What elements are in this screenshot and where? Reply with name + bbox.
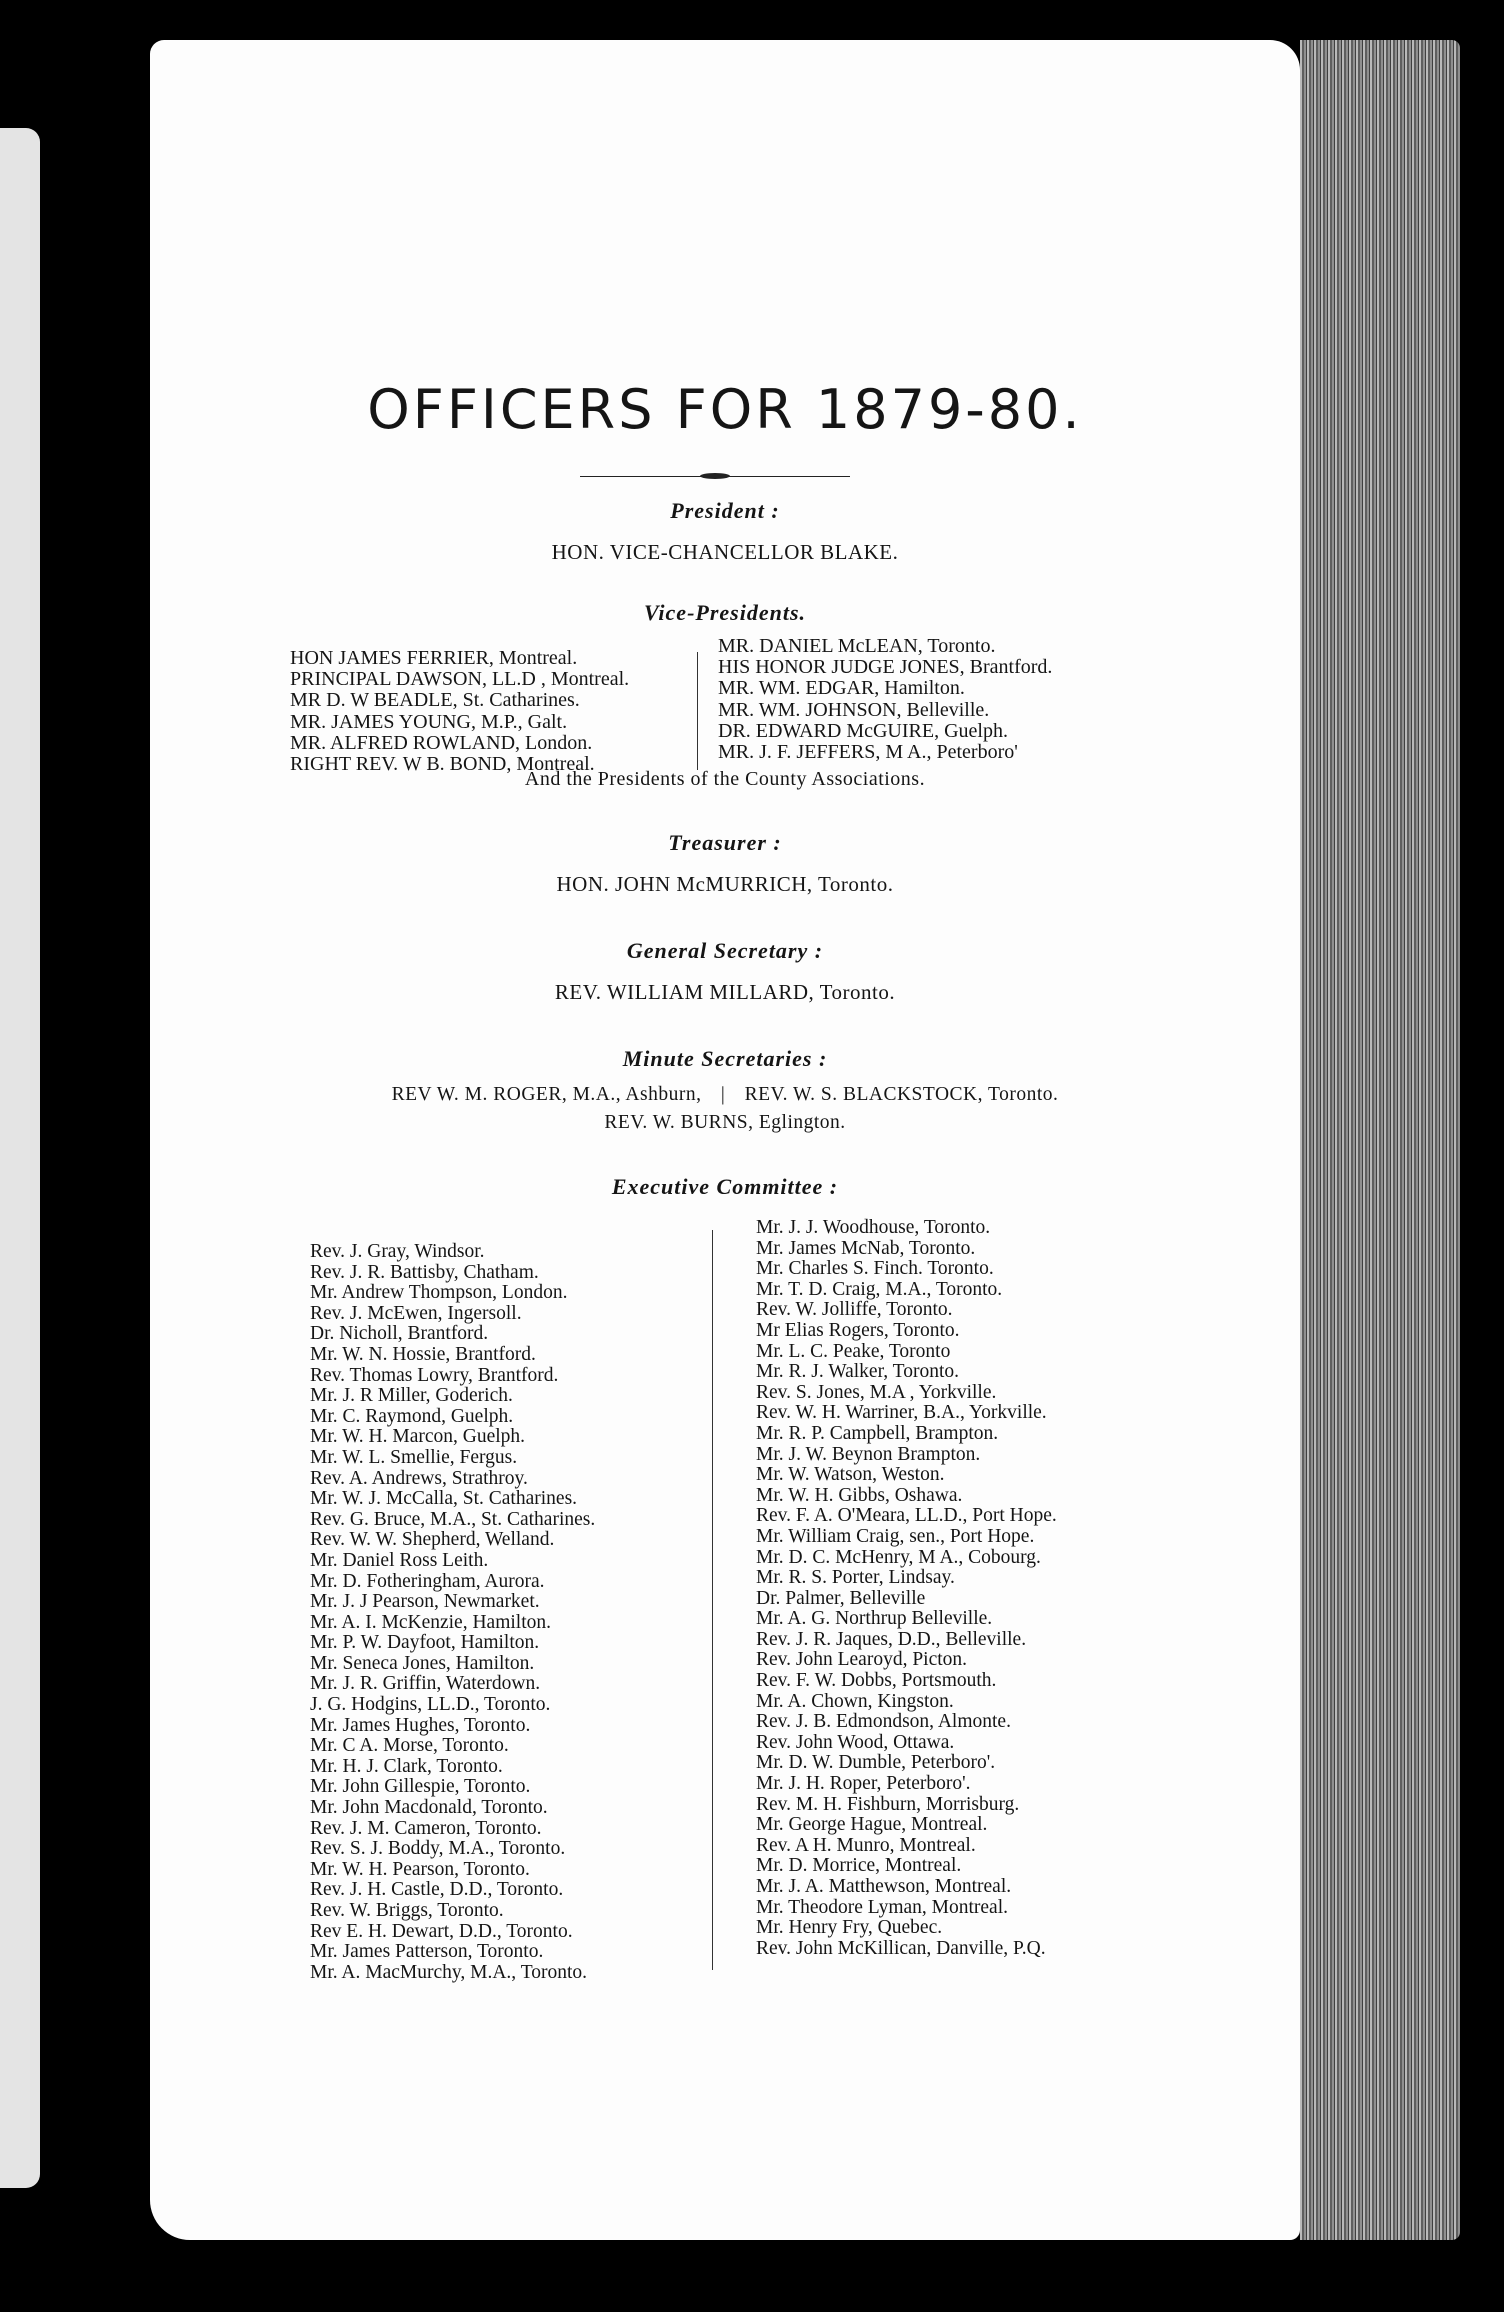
committee-member-entry: Mr. W. J. McCalla, St. Catharines. <box>310 1488 578 1510</box>
committee-member-entry: Mr. Theodore Lyman, Montreal. <box>756 1896 1009 1918</box>
committee-member-entry: Mr. J. J. Woodhouse, Toronto. <box>756 1217 991 1238</box>
committee-member-entry: Mr. Charles S. Finch. Toronto. <box>756 1258 994 1280</box>
committee-member-entry: Rev. A H. Munro, Montreal. <box>756 1834 976 1856</box>
committee-member-entry: Rev. J. M. Cameron, Toronto. <box>310 1817 542 1839</box>
committee-member-entry: Rev E. H. Dewart, D.D., Toronto. <box>310 1920 573 1942</box>
committee-member-entry: Mr. W. Watson, Weston. <box>756 1464 945 1486</box>
committee-member-entry: Mr. James Patterson, Toronto. <box>310 1941 544 1963</box>
committee-member-entry: Mr. J. J Pearson, Newmarket. <box>310 1591 540 1613</box>
committee-member-entry: Rev. W. W. Shepherd, Welland. <box>310 1529 555 1551</box>
vice-president-entry: HIS HONOR JUDGE JONES, Brantford. <box>718 656 1053 679</box>
committee-member-entry: Rev. S. Jones, M.A , Yorkville. <box>756 1381 997 1403</box>
committee-member-entry: Mr. A. Chown, Kingston. <box>756 1690 954 1712</box>
executive-committee-left-list <box>310 1242 595 1983</box>
vice-presidents-divider <box>697 652 698 770</box>
committee-member-entry: Mr. J. R. Griffin, Waterdown. <box>310 1673 541 1695</box>
committee-member-entry: J. G. Hodgins, LL.D., Toronto. <box>310 1694 551 1716</box>
committee-member-entry: Mr. J. W. Beynon Brampton. <box>756 1443 981 1465</box>
minute-secretaries-row <box>150 1084 1300 1106</box>
committee-member-entry: Dr. Palmer, Belleville <box>756 1587 926 1609</box>
committee-member-entry: Mr. J. H. Roper, Peterboro'. <box>756 1773 971 1795</box>
committee-member-entry: Mr. Andrew Thompson, London. <box>310 1282 568 1304</box>
vice-president-entry: MR. ALFRED ROWLAND, London. <box>290 731 593 754</box>
treasurer-heading: Treasurer : <box>668 830 782 855</box>
committee-member-entry: Mr. W. H. Marcon, Guelph. <box>310 1426 526 1448</box>
committee-member-entry: Rev. F. W. Dobbs, Portsmouth. <box>756 1670 997 1692</box>
committee-member-entry: Rev. John McKillican, Danville, P.Q. <box>756 1937 1046 1959</box>
general-secretary-heading: General Secretary : <box>626 938 824 963</box>
committee-member-entry: Rev. F. A. O'Meara, LL.D., Port Hope. <box>756 1505 1057 1527</box>
committee-member-entry: Mr. J. R Miller, Goderich. <box>310 1385 513 1407</box>
committee-member-entry: Mr. D. W. Dumble, Peterboro'. <box>756 1752 996 1774</box>
committee-member-entry: Mr. Seneca Jones, Hamilton. <box>310 1652 535 1674</box>
committee-member-entry: Mr. James Hughes, Toronto. <box>310 1714 531 1736</box>
committee-member-entry: Mr. John Macdonald, Toronto. <box>310 1797 548 1819</box>
committee-member-entry: Mr. W. N. Hossie, Brantford. <box>310 1343 536 1365</box>
vice-presidents-heading: Vice-Presidents. <box>643 600 807 625</box>
vice-president-entry: MR D. W BEADLE, St. Catharines. <box>290 689 580 712</box>
vice-president-entry: HON JAMES FERRIER, Montreal. <box>290 647 578 669</box>
committee-member-entry: Rev. J. R. Battisby, Chatham. <box>310 1261 539 1283</box>
vice-presidents-right-list <box>718 636 1052 763</box>
committee-member-entry: Mr. George Hague, Montreal. <box>756 1814 988 1836</box>
committee-member-entry: Rev. S. J. Boddy, M.A., Toronto. <box>310 1838 566 1860</box>
committee-member-entry: Rev. J. H. Castle, D.D., Toronto. <box>310 1879 564 1901</box>
committee-member-entry: Rev. W. H. Warriner, B.A., Yorkville. <box>756 1402 1047 1424</box>
committee-member-entry: Mr. Henry Fry, Quebec. <box>756 1917 943 1939</box>
document-page <box>150 40 1300 2240</box>
committee-member-entry: Mr. D. Fotheringham, Aurora. <box>310 1570 545 1592</box>
committee-member-entry: Mr. C. Raymond, Guelph. <box>310 1405 514 1427</box>
committee-member-entry: Rev. W. Jolliffe, Toronto. <box>756 1299 953 1321</box>
vice-president-entry: RIGHT REV. W B. BOND, Montreal. <box>290 753 595 776</box>
committee-member-entry: Mr. D. C. McHenry, M A., Cobourg. <box>756 1546 1041 1568</box>
minute-secretaries-separator: | <box>720 1084 726 1105</box>
committee-member-entry: Mr. J. A. Matthewson, Montreal. <box>756 1876 1012 1897</box>
left-page-edge <box>0 128 40 2188</box>
committee-member-entry: Mr. R. S. Porter, Lindsay. <box>756 1567 955 1589</box>
committee-member-entry: Mr. H. J. Clark, Toronto. <box>310 1755 503 1777</box>
committee-member-entry: Rev. M. H. Fishburn, Morrisburg. <box>756 1793 1020 1815</box>
page-title: OFFICERS FOR 1879-80. <box>367 378 1083 441</box>
committee-member-entry: Mr. C A. Morse, Toronto. <box>310 1735 509 1757</box>
committee-member-entry: Mr. William Craig, sen., Port Hope. <box>756 1525 1035 1547</box>
committee-member-entry: Mr. Daniel Ross Leith. <box>310 1549 489 1571</box>
vice-president-entry: MR. JAMES YOUNG, M.P., Galt. <box>290 710 568 733</box>
committee-member-entry: Mr. T. D. Craig, M.A., Toronto. <box>756 1278 1003 1300</box>
title-ornament-rule <box>580 472 850 482</box>
vice-president-entry: PRINCIPAL DAWSON, LL.D , Montreal. <box>290 668 630 691</box>
book-page-edges <box>1300 40 1460 2240</box>
vice-presidents-left-list <box>290 648 629 775</box>
general-secretary-name: REV. WILLIAM MILLARD, Toronto. <box>554 980 896 1004</box>
vice-president-entry: DR. EDWARD McGUIRE, Guelph. <box>718 719 1008 742</box>
committee-member-entry: Rev. G. Bruce, M.A., St. Catharines. <box>310 1508 596 1530</box>
committee-member-entry: Rev. J. B. Edmondson, Almonte. <box>756 1711 1011 1733</box>
committee-member-entry: Mr. P. W. Dayfoot, Hamilton. <box>310 1632 540 1654</box>
committee-member-entry: Rev. J. McEwen, Ingersoll. <box>310 1302 522 1324</box>
committee-member-entry: Rev. John Learoyd, Picton. <box>756 1649 968 1671</box>
committee-member-entry: Rev. A. Andrews, Strathroy. <box>310 1467 528 1489</box>
vice-president-entry: MR. DANIEL McLEAN, Toronto. <box>718 635 996 657</box>
committee-member-entry: Mr. D. Morrice, Montreal. <box>756 1855 962 1877</box>
vice-president-entry: MR. WM. EDGAR, Hamilton. <box>718 677 965 700</box>
committee-member-entry: Mr. John Gillespie, Toronto. <box>310 1776 531 1798</box>
committee-member-entry: Mr. A. I. McKenzie, Hamilton. <box>310 1611 551 1633</box>
president-name: HON. VICE-CHANCELLOR BLAKE. <box>551 540 899 564</box>
committee-member-entry: Rev. J. R. Jaques, D.D., Belleville. <box>756 1628 1027 1650</box>
committee-member-entry: Mr. A. G. Northrup Belleville. <box>756 1608 993 1630</box>
president-heading: President : <box>670 498 780 523</box>
committee-member-entry: Rev. W. Briggs, Toronto. <box>310 1900 504 1921</box>
vice-presidents-note: And the Presidents of the County Associations. <box>524 768 926 790</box>
executive-committee-divider <box>712 1230 713 1970</box>
vice-president-entry: MR. J. F. JEFFERS, M A., Peterboro' <box>718 741 1018 764</box>
committee-member-entry: Mr. W. H. Gibbs, Oshawa. <box>756 1484 963 1506</box>
committee-member-entry: Mr Elias Rogers, Toronto. <box>756 1319 960 1341</box>
committee-member-entry: Mr. A. MacMurchy, M.A., Toronto. <box>310 1961 588 1983</box>
committee-member-entry: Mr. W. L. Smellie, Fergus. <box>310 1446 518 1468</box>
minute-secretary-third: REV. W. BURNS, Eglington. <box>604 1112 846 1133</box>
minute-secretary-left: REV W. M. ROGER, M.A., Ashburn, <box>391 1084 702 1105</box>
committee-member-entry: Mr. James McNab, Toronto. <box>756 1237 976 1259</box>
minute-secretary-right: REV. W. S. BLACKSTOCK, Toronto. <box>744 1084 1059 1105</box>
minute-secretaries-heading: Minute Secretaries : <box>622 1046 828 1071</box>
committee-member-entry: Dr. Nicholl, Brantford. <box>310 1323 489 1345</box>
executive-committee-heading: Executive Committee : <box>611 1174 839 1199</box>
committee-member-entry: Rev. Thomas Lowry, Brantford. <box>310 1364 559 1386</box>
treasurer-name: HON. JOHN McMURRICH, Toronto. <box>556 872 894 896</box>
executive-committee-right-list <box>756 1218 1057 1959</box>
vice-president-entry: MR. WM. JOHNSON, Belleville. <box>718 698 990 721</box>
committee-member-entry: Mr. W. H. Pearson, Toronto. <box>310 1858 530 1880</box>
committee-member-entry: Rev. J. Gray, Windsor. <box>310 1241 485 1262</box>
committee-member-entry: Rev. John Wood, Ottawa. <box>756 1731 955 1753</box>
committee-member-entry: Mr. L. C. Peake, Toronto <box>756 1340 951 1362</box>
committee-member-entry: Mr. R. J. Walker, Toronto. <box>756 1361 960 1383</box>
committee-member-entry: Mr. R. P. Campbell, Brampton. <box>756 1422 999 1444</box>
